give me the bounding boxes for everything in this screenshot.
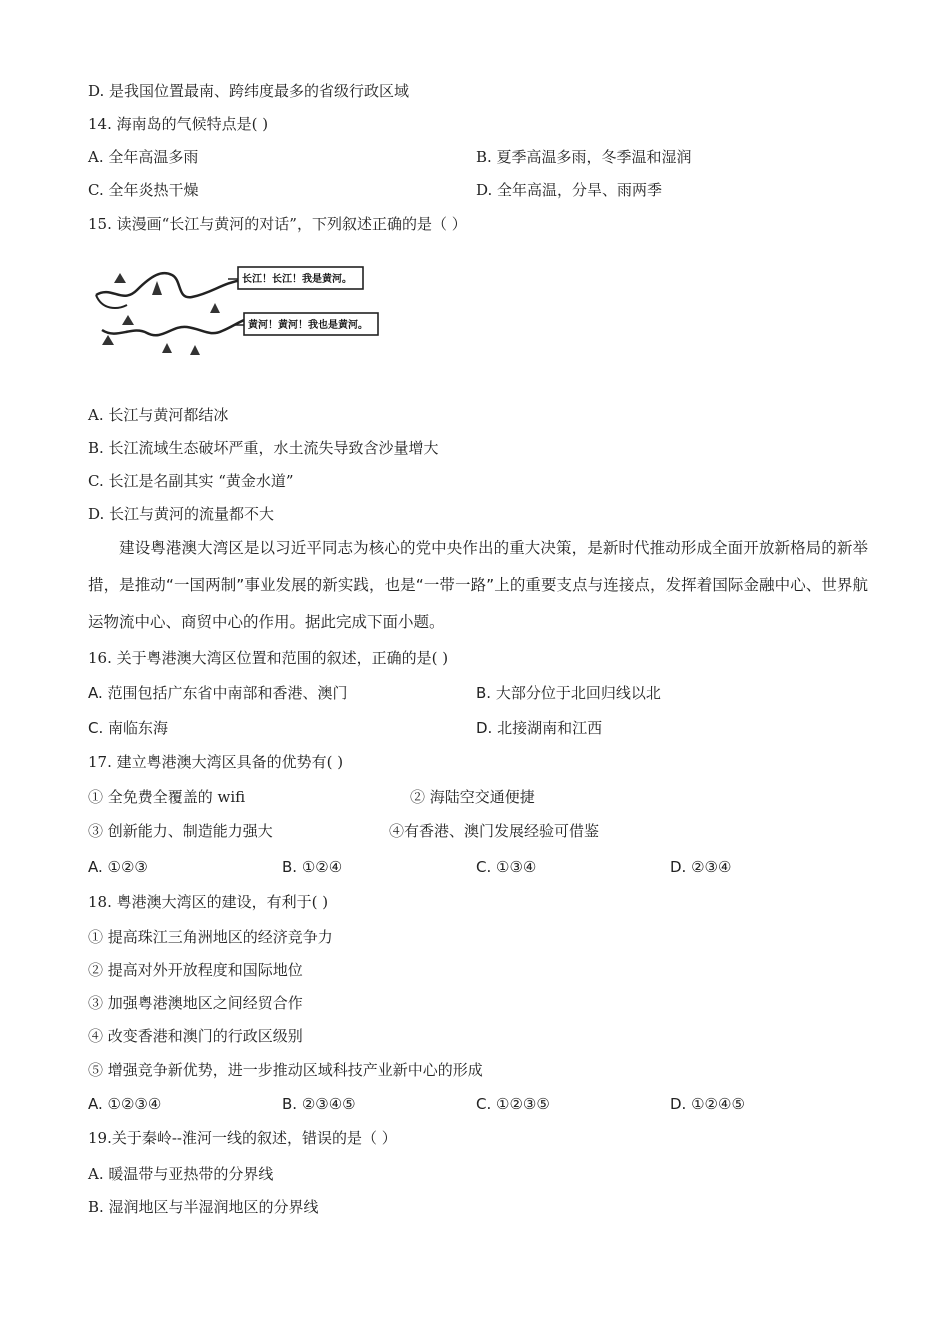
q17-option-a: A. ①②③ — [88, 858, 148, 876]
q13-option-d: D. 是我国位置最南、跨纬度最多的省级行政区域 — [88, 82, 410, 100]
q15-option-a: A. 长江与黄河都结冰 — [88, 406, 229, 424]
q14-option-a: A. 全年高温多雨 — [88, 148, 199, 166]
q16-option-a: A. 范围包括广东省中南部和香港、澳门 — [88, 684, 348, 702]
q17-option-b: B. ①②④ — [282, 858, 343, 876]
q18-option-c: C. ①②③⑤ — [476, 1095, 550, 1113]
q18-option-d: D. ①②④⑤ — [670, 1095, 745, 1113]
q16-stem: 16. 关于粤港澳大湾区位置和范围的叙述，正确的是( ) — [88, 649, 449, 667]
q14-option-d: D. 全年高温，分旱、雨两季 — [476, 181, 663, 199]
q14-option-b: B. 夏季高温多雨，冬季温和湿润 — [476, 148, 692, 166]
q19-stem: 19.关于秦岭--淮河一线的叙述，错误的是（ ） — [88, 1129, 397, 1147]
q18-item-2: ② 提高对外开放程度和国际地位 — [88, 961, 303, 979]
mountain-icon — [102, 273, 220, 355]
q17-item-2: ② 海陆空交通便捷 — [410, 788, 535, 806]
q16-option-b: B. 大部分位于北回归线以北 — [476, 684, 661, 702]
q14-stem: 14. 海南岛的气候特点是( ) — [88, 115, 269, 133]
q17-option-d: D. ②③④ — [670, 858, 732, 876]
q18-stem: 18. 粤港澳大湾区的建设，有利于( ) — [88, 893, 329, 911]
q19-option-a: A. 暖温带与亚热带的分界线 — [88, 1165, 274, 1183]
q17-item-1: ① 全免费全覆盖的 wifi — [88, 788, 246, 806]
q17-option-c: C. ①③④ — [476, 858, 537, 876]
q18-item-4: ④ 改变香港和澳门的行政区级别 — [88, 1027, 303, 1045]
q14-option-c: C. 全年炎热干燥 — [88, 181, 199, 199]
q16-option-d: D. 北接湖南和江西 — [476, 719, 603, 737]
q17-item-3: ③ 创新能力、制造能力强大 — [88, 822, 273, 840]
q18-item-5: ⑤ 增强竞争新优势，进一步推动区域科技产业新中心的形成 — [88, 1061, 483, 1079]
river-dialogue-cartoon — [92, 255, 392, 385]
q18-option-b: B. ②③④⑤ — [282, 1095, 356, 1113]
q18-option-a: A. ①②③④ — [88, 1095, 162, 1113]
q15-option-d: D. 长江与黄河的流量都不大 — [88, 505, 275, 523]
passage-text: 建设粤港澳大湾区是以习近平同志为核心的党中央作出的重大决策，是新时代推动形成全面开放新格局的新举措，是推动“一国两制”事业发展的新实践，也是“一带一路”上的重要支点与连接点，发挥着国际金融中心、世界航运物流中心、商贸中心的作用。据此完成下面小题。 — [88, 539, 868, 631]
yangtze-river-line — [102, 319, 247, 335]
q19-option-b: B. 湿润地区与半湿润地区的分界线 — [88, 1198, 319, 1216]
q18-item-3: ③ 加强粤港澳地区之间经贸合作 — [88, 994, 303, 1012]
reading-passage — [88, 530, 868, 641]
q17-item-4: ④有香港、澳门发展经验可借鉴 — [389, 822, 600, 840]
q18-item-1: ① 提高珠江三角洲地区的经济竞争力 — [88, 928, 333, 946]
lower-bubble-text: 黄河！黄河！我也是黄河。 — [248, 320, 368, 331]
upper-bubble-text: 长江！长江！我是黄河。 — [242, 274, 352, 285]
q17-stem: 17. 建立粤港澳大湾区具备的优势有( ) — [88, 753, 344, 771]
q15-stem: 15. 读漫画“长江与黄河的对话”，下列叙述正确的是（ ） — [88, 215, 467, 233]
q15-option-b: B. 长江流域生态破坏严重，水土流失导致含沙量增大 — [88, 439, 439, 457]
q15-option-c: C. 长江是名副其实 “黄金水道” — [88, 472, 294, 490]
q16-option-c: C. 南临东海 — [88, 719, 169, 737]
